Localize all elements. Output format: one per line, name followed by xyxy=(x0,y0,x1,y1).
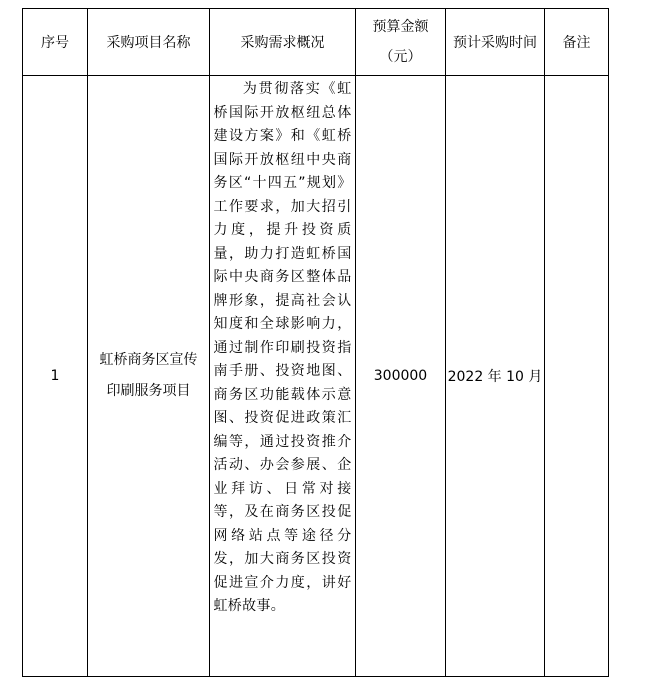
table-header-row xyxy=(23,9,609,76)
demand-overview-text xyxy=(214,78,352,619)
cell-expected-time: 2022 年 10 月 xyxy=(446,76,545,677)
cell-budget: 300000 xyxy=(356,76,446,677)
header-expected-time: 预计采购时间 xyxy=(446,9,545,76)
header-seq: 序号 xyxy=(23,9,88,76)
cell-project-name-line1: 虹桥商务区宣传 xyxy=(99,352,198,368)
procurement-table xyxy=(22,8,609,677)
cell-seq: 1 xyxy=(23,76,88,677)
table-row xyxy=(23,76,609,677)
header-demand-overview: 采购需求概况 xyxy=(210,9,356,76)
header-budget-line1: 预算金额 xyxy=(372,19,429,35)
demand-overview-content: 为贯彻落实《虹桥国际开放枢纽总体建设方案》和《虹桥国际开放枢纽中央商务区“十四五”规划》工作要求，加大招引力度，提升投资质量，助力打造虹桥国际中央商务区整体品牌形象，提高社会认知度和全球影响力，通过制作印刷投资指南手册、投资地图、商务区功能载体示意图、投资促进政策汇编等，通过投资推介活动、办会参展、企业拜访、日常对接等，及在商务区投促网络站点等途径分发，加大商务区投资促进宣介力度，讲好虹桥故事。 xyxy=(213,81,352,614)
cell-project-name-line2: 印刷服务项目 xyxy=(106,383,191,399)
header-budget-line2: （元） xyxy=(379,49,422,65)
cell-project-name xyxy=(88,76,210,677)
header-budget xyxy=(356,9,446,76)
cell-demand-overview xyxy=(210,76,356,677)
header-note: 备注 xyxy=(545,9,609,76)
header-project-name: 采购项目名称 xyxy=(88,9,210,76)
cell-note xyxy=(545,76,609,677)
